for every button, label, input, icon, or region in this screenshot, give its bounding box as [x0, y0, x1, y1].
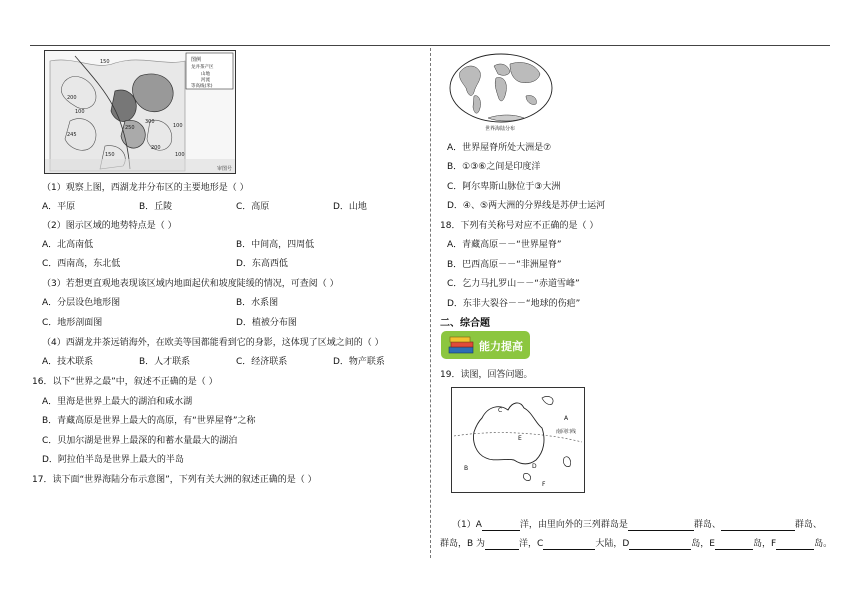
header-rule	[30, 45, 830, 46]
q15-4-option-d[interactable]: D．物产联系	[333, 357, 385, 367]
map-label-e: E	[518, 435, 522, 442]
map-label-d: D	[532, 463, 537, 470]
q17-option-c[interactable]: C．阿尔卑斯山脉位于③大洲	[447, 182, 561, 192]
contour-label: 100	[175, 152, 185, 158]
q17-text: 17．读下面“世界海陆分布示意图”，下列有关大洲的叙述正确的是（ ）	[32, 475, 317, 485]
q15-3-text: （3）若想更直观地表现该区域内地面起伏和坡度陡缓的情况，可查阅（ ）	[42, 279, 339, 289]
q19-1-part: （1）A	[452, 520, 482, 530]
contour-label: 150	[100, 59, 110, 65]
blank-archipelago-1[interactable]	[628, 521, 694, 531]
q19-1-part: 岛。	[814, 539, 833, 549]
q19-1-line1	[452, 519, 822, 531]
q15-2-option-b[interactable]: B．中间高，四周低	[236, 240, 315, 250]
map-label-f: F	[542, 481, 546, 488]
tropic-label: 南回归线	[556, 429, 577, 435]
blank-d[interactable]	[629, 540, 691, 550]
q18-option-b[interactable]: B．巴西高原－－“非洲屋脊”	[447, 260, 562, 270]
q15-2-option-a[interactable]: A．北高南低	[42, 240, 94, 250]
q15-4-option-b[interactable]: B．人才联系	[139, 357, 191, 367]
longjing-contour-map	[44, 50, 236, 174]
q15-3-option-b[interactable]: B．水系图	[236, 298, 279, 308]
q15-2-option-c[interactable]: C．西南高，东北低	[42, 259, 121, 269]
contour-label: 250	[125, 125, 135, 131]
legend-text-4: 等高线(米)	[191, 84, 213, 89]
section-title: 二、综合题	[440, 318, 490, 329]
q15-3-option-d[interactable]: D．植被分布图	[236, 318, 297, 328]
contour-label: 200	[67, 95, 77, 101]
q15-4-option-a[interactable]: A．技术联系	[42, 357, 94, 367]
q16-text: 16．以下“世界之最”中，叙述不正确的是（ ）	[32, 377, 218, 387]
column-divider	[430, 48, 431, 558]
q18-text: 18．下列有关称号对应不正确的是（ ）	[440, 221, 599, 231]
q15-1-option-a[interactable]: A．平原	[42, 202, 76, 212]
australia-map	[451, 387, 585, 493]
blank-c[interactable]	[543, 540, 595, 550]
badge-label: 能力提高	[479, 340, 523, 353]
q19-1-part: 群岛、	[794, 520, 822, 530]
q17-option-b[interactable]: B．①③⑥之间是印度洋	[447, 162, 541, 172]
legend-text-2: 山地	[201, 72, 210, 77]
contour-label: 100	[173, 123, 183, 129]
q15-1-text: （1）观察上图，西湖龙井分布区的主要地形是（ ）	[42, 183, 249, 193]
map-label-b: B	[464, 465, 469, 472]
contour-label: 300	[145, 119, 155, 125]
map-label-c: C	[498, 407, 503, 414]
blank-f[interactable]	[776, 540, 814, 550]
q19-1-line2	[440, 538, 832, 550]
q18-option-d[interactable]: D．东非大裂谷－－“地球的伤疤”	[447, 299, 581, 309]
q16-option-a[interactable]: A．里海是世界上最大的湖泊和咸水湖	[42, 397, 193, 407]
q15-1-option-d[interactable]: D．山地	[333, 202, 367, 212]
q15-4-text: （4）西湖龙井茶远销海外，在欧美等国都能看到它的身影，这体现了区域之间的（ ）	[42, 338, 384, 348]
blank-b[interactable]	[485, 540, 519, 550]
q19-1-part: 洋，C	[519, 539, 544, 549]
q15-1-option-b[interactable]: B．丘陵	[139, 202, 173, 212]
legend-text-0: 图例	[191, 57, 202, 63]
q17-option-d[interactable]: D．④、⑤两大洲的分界线是苏伊士运河	[447, 201, 606, 211]
q16-option-d[interactable]: D．阿拉伯半岛是世界上最大的半岛	[42, 455, 184, 465]
world-land-sea-map	[448, 52, 554, 132]
q15-3-option-c[interactable]: C．地形剖面图	[42, 318, 103, 328]
q19-1-part: 洋，由里向外的三列群岛是	[519, 520, 628, 530]
contour-label: 100	[75, 109, 85, 115]
q16-option-b[interactable]: B．青藏高原是世界上最大的高原，有“世界屋脊”之称	[42, 416, 256, 426]
q19-1-part: 岛，F	[752, 539, 777, 549]
q15-3-option-a[interactable]: A．分层设色地形图	[42, 298, 121, 308]
q19-1-part: 群岛，B 为	[440, 539, 486, 549]
blank-archipelago-2[interactable]	[721, 521, 795, 531]
q15-2-text: （2）图示区域的地势特点是（ ）	[42, 221, 177, 231]
q15-4-option-c[interactable]: C．经济联系	[236, 357, 288, 367]
q17-option-a[interactable]: A．世界屋脊所处大洲是⑦	[447, 143, 552, 153]
blank-a[interactable]	[482, 521, 520, 531]
world-map-caption: 世界海陆分布	[485, 126, 516, 132]
q19-text: 19．读图，回答问题。	[440, 370, 533, 380]
map-credit: 审图号	[217, 166, 233, 172]
legend-text-1: 龙井茶产区	[191, 65, 214, 70]
q15-1-option-c[interactable]: C．高原	[236, 202, 270, 212]
q18-option-c[interactable]: C．乞力马扎罗山－－“赤道雪峰”	[447, 279, 580, 289]
q19-1-part: 岛，E	[691, 539, 715, 549]
map-label-a: A	[564, 415, 569, 422]
q19-1-part: 大陆，D	[595, 539, 630, 549]
q16-option-c[interactable]: C．贝加尔湖是世界上最深的和蓄水量最大的湖泊	[42, 436, 238, 446]
contour-label: 200	[151, 145, 161, 151]
q15-2-option-d[interactable]: D．东高西低	[236, 259, 288, 269]
contour-label: 245	[67, 132, 77, 138]
contour-label: 150	[105, 152, 115, 158]
legend-text-3: 河流	[201, 78, 210, 83]
blank-e[interactable]	[715, 540, 753, 550]
books-icon	[447, 335, 475, 355]
q18-option-a[interactable]: A．青藏高原－－“世界屋脊”	[447, 240, 562, 250]
ability-badge	[441, 331, 530, 359]
q19-1-part: 群岛、	[693, 520, 721, 530]
